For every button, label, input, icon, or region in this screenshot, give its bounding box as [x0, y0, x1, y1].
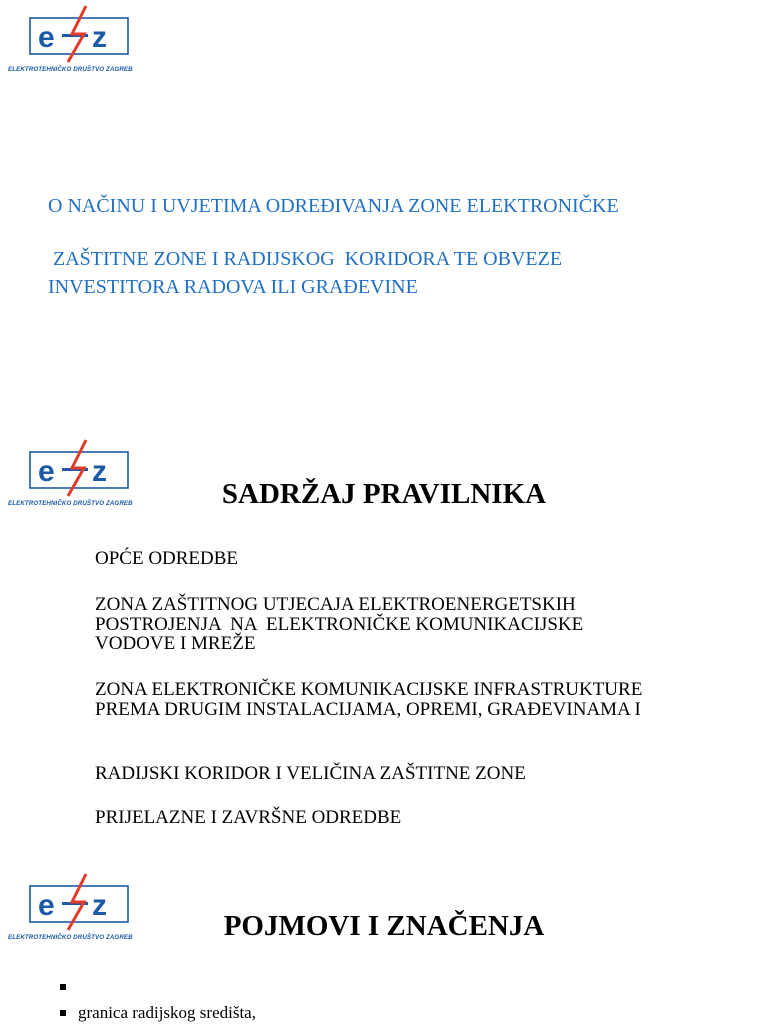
section-heading: SADRŽAJ PRAVILNIKA — [221, 478, 547, 510]
list-item: granica radijskog središta, — [60, 1000, 256, 1026]
list-item — [60, 974, 256, 1000]
toc-item: ZONA ELEKTRONIČKE KOMUNIKACIJSKE INFRASTRUKTURE — [95, 679, 643, 700]
logo — [8, 4, 153, 74]
toc-item: RADIJSKI KORIDOR I VELIČINA ZAŠTITNE ZONE — [95, 763, 526, 784]
slide-3 — [0, 862, 768, 1024]
section-heading: POJMOVI I ZNAČENJA — [223, 910, 545, 942]
document-title-line-2: ZAŠTITNE ZONE I RADIJSKOG KORIDORA TE OBVEZE — [48, 248, 563, 270]
document-title-line-1: O NAČINU I UVJETIMA ODREĐIVANJA ZONE ELEKTRONIČKE — [48, 195, 619, 217]
toc-item: ZONA ZAŠTITNOG UTJECAJA ELEKTROENERGETSKIH — [95, 594, 576, 615]
toc-item: OPĆE ODREDBE — [95, 548, 239, 569]
logo-caption: ELEKTROTEHNIČKO DRUŠTVO ZAGREB — [8, 66, 133, 73]
svg-text:z: z — [92, 21, 107, 54]
slide-2 — [0, 430, 768, 850]
slide-1 — [0, 0, 768, 420]
toc-item: PRIJELAZNE I ZAVRŠNE ODREDBE — [95, 807, 402, 828]
document-title-line-3: INVESTITORA RADOVA ILI GRAĐEVINE — [48, 276, 418, 298]
svg-text:e: e — [38, 455, 55, 488]
ets-logo-icon — [28, 4, 132, 64]
toc-item: POSTROJENJA NA ELEKTRONIČKE KOMUNIKACIJSKE — [95, 614, 584, 635]
definitions-list — [60, 974, 256, 1026]
toc-item: VODOVE I MREŽE — [95, 633, 256, 654]
svg-text:z: z — [92, 889, 107, 922]
svg-text:e: e — [38, 889, 55, 922]
logo-caption: ELEKTROTEHNIČKO DRUŠTVO ZAGREB — [8, 934, 133, 941]
svg-text:z: z — [92, 455, 107, 488]
svg-text:e: e — [38, 21, 55, 54]
toc-item: PREMA DRUGIM INSTALACIJAMA, OPREMI, GRAĐEVINAMA I — [95, 699, 641, 720]
logo-caption: ELEKTROTEHNIČKO DRUŠTVO ZAGREB — [8, 500, 133, 507]
